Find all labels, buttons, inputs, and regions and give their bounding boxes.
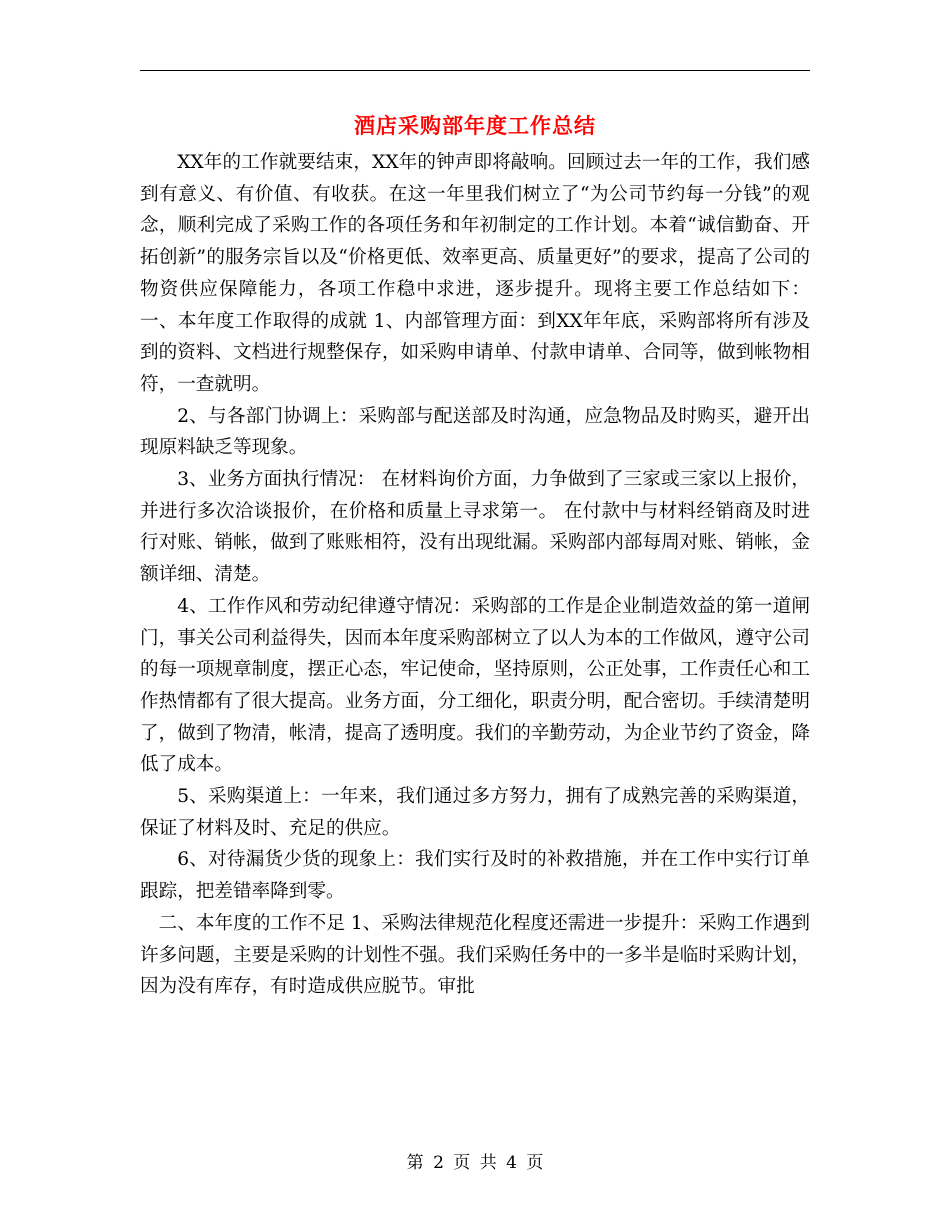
paragraph-intro: XX年的工作就要结束，XX年的钟声即将敲响。回顾过去一年的工作，我们感到有意义、有价值、有收获。在这一年里我们树立了“为公司节约每一分钱”的观念，顺利完成了采购工作的各项任务和年初制定的工作计划。本着“诚信勤奋、开拓创新”的服务宗旨以及“价格更低、效率更高、质量更好”的要求，提高了公司的物资供应保障能力，各项工作稳中求进，逐步提升。现将主要工作总结如下： 一、本年度工作取得的成就 1、内部管理方面：到XX年年底，采购部将所有涉及到的资料、文档进行规整保存，如采购申请单、付款申请单、合同等，做到帐物相符，一查就明。 xyxy=(140,152,810,395)
paragraph-business: 3、业务方面执行情况： 在材料询价方面，力争做到了三家或三家以上报价，并进行多次洽谈报价，在价格和质量上寻求第一。 在付款中与材料经销商及时进行对账、销帐，做到了账账相符，没有出现纰漏。采购部内部每周对账、销帐，金额详细、清楚。 xyxy=(140,469,810,586)
paragraph-coordination: 2、与各部门协调上：采购部与配送部及时沟通，应急物品及时购买，避开出现原料缺乏等现象。 xyxy=(140,405,810,459)
paragraph-missing-goods: 6、对待漏货少货的现象上：我们实行及时的补救措施，并在工作中实行订单跟踪，把差错率降到零。 xyxy=(140,849,810,903)
document-title: 酒店采购部年度工作总结 xyxy=(354,113,596,138)
header-rule xyxy=(140,70,810,71)
paragraph-shortcomings: 二、本年度的工作不足 1、采购法律规范化程度还需进一步提升：采购工作遇到许多问题，主要是采购的计划性不强。我们采购任务中的一多半是临时采购计划，因为没有库存，有时造成供应脱节。审批 xyxy=(140,912,810,998)
document-body xyxy=(140,147,810,1003)
page-number-footer: 第 2 页 共 4 页 xyxy=(406,1153,544,1173)
paragraph-work-style: 4、工作作风和劳动纪律遵守情况：采购部的工作是企业制造效益的第一道闸门，事关公司利益得失，因而本年度采购部树立了以人为本的工作做风，遵守公司的每一项规章制度，摆正心态，牢记使命，坚持原则，公正处事，工作责任心和工作热情都有了很大提高。业务方面，分工细化，职责分明，配合密切。手续清楚明了，做到了物清，帐清，提高了透明度。我们的辛勤劳动，为企业节约了资金，降低了成本。 xyxy=(140,595,810,776)
paragraph-channels: 5、采购渠道上：一年来，我们通过多方努力，拥有了成熟完善的采购渠道，保证了材料及时、充足的供应。 xyxy=(140,786,810,839)
